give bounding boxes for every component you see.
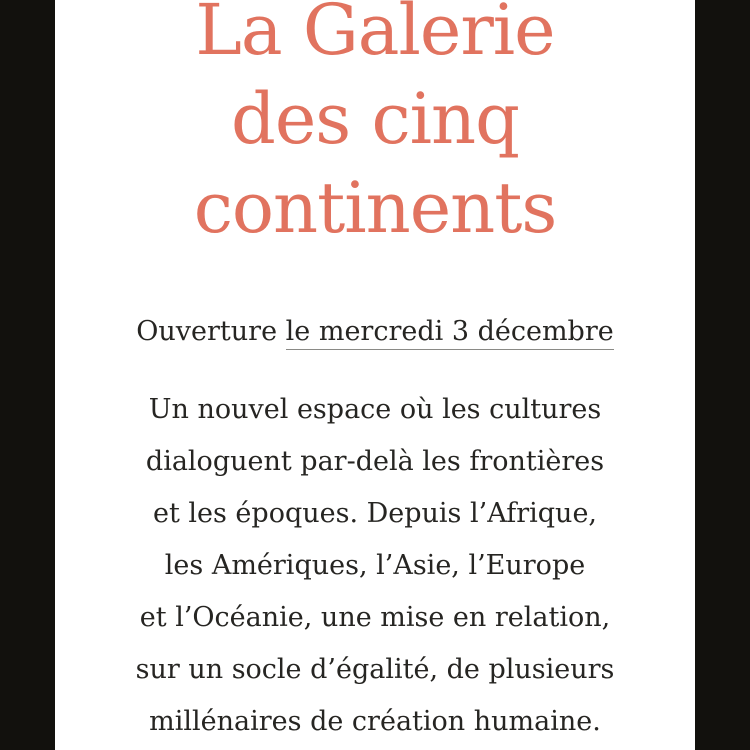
description-line: dialoguent par-delà les frontières: [145, 446, 605, 477]
opening-date: [55, 310, 695, 354]
description-line: et l’Océanie, une mise en relation,: [139, 602, 611, 633]
page-title: [55, 0, 695, 253]
title-line: des cinq: [231, 78, 519, 160]
description-line: et les époques. Depuis l’Afrique,: [152, 498, 598, 529]
content-panel: [55, 0, 695, 750]
description-paragraph: [55, 384, 695, 748]
title-line: continents: [193, 167, 557, 249]
title-line: La Galerie: [195, 0, 555, 71]
description-line: les Amériques, l’Asie, l’Europe: [164, 550, 586, 581]
description-line: Un nouvel espace où les cultures: [148, 394, 602, 425]
description-line: millénaires de création humaine.: [149, 706, 601, 737]
description-line: sur un socle d’égalité, de plusieurs: [135, 654, 615, 685]
opening-prefix: Ouverture: [136, 316, 286, 347]
opening-date-link[interactable]: le mercredi 3 décembre: [286, 316, 614, 350]
